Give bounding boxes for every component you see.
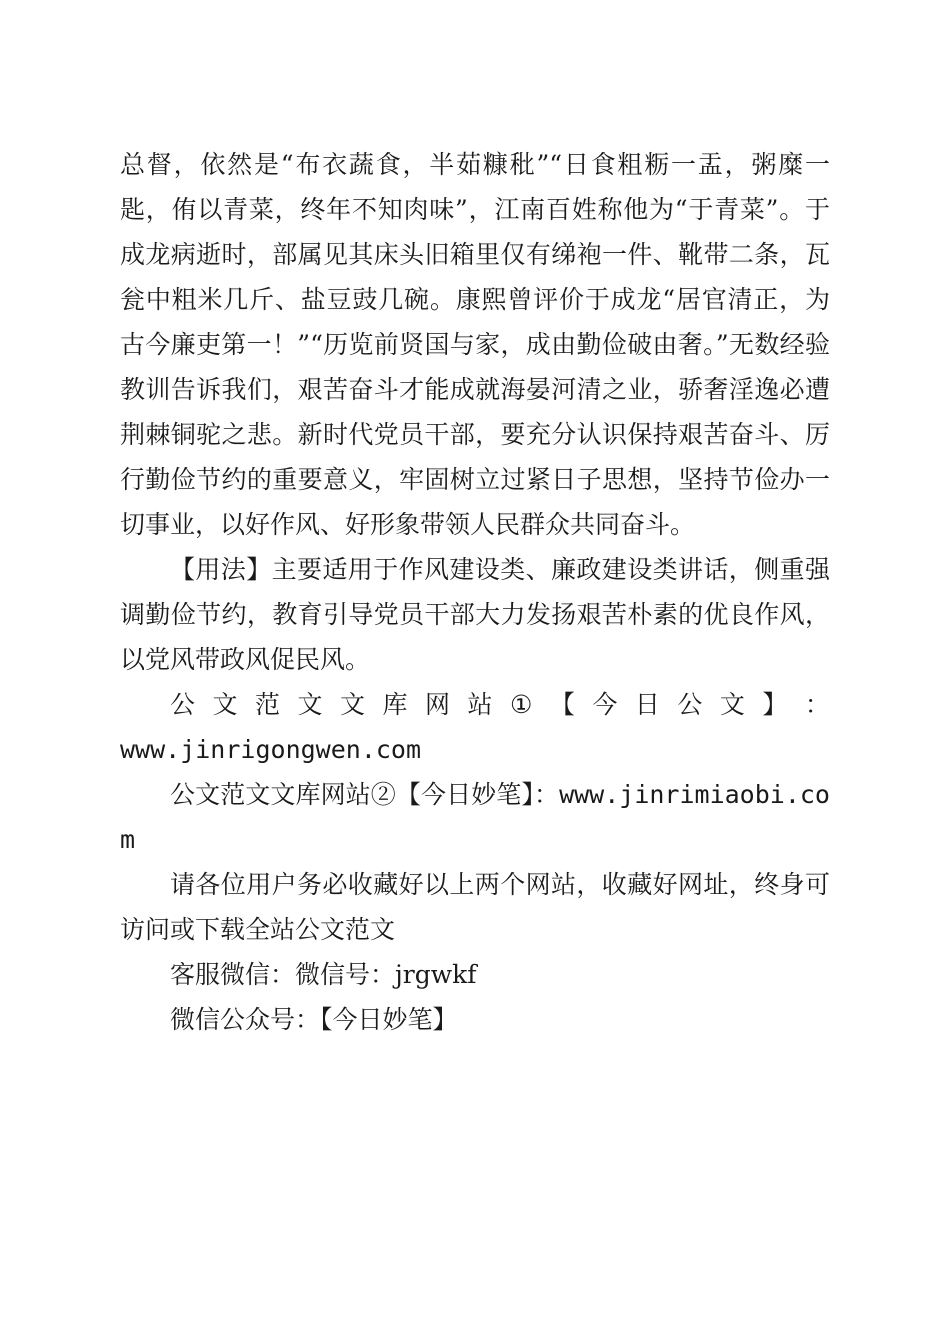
body-paragraph-usage: 【用法】主要适用于作风建设类、廉政建设类讲话，侧重强调勤俭节约，教育引导党员干部大力发扬艰苦朴素的优良作风，以党风带政风促民风。 <box>120 555 830 674</box>
site1-char: 文 <box>340 690 366 719</box>
site1-char: ： <box>804 690 830 719</box>
site1-char: 站 <box>467 690 493 719</box>
site1-char: 文 <box>212 690 238 719</box>
site2-label: 公文范文文库网站②【今日妙笔】： <box>170 780 560 809</box>
site1-char: 文 <box>297 690 323 719</box>
site1-char: 文 <box>719 690 745 719</box>
site1-char: 网 <box>425 690 451 719</box>
site1-char: 日 <box>634 690 660 719</box>
site2-url[interactable]: www.jinrimiaobi.com <box>120 780 830 854</box>
body-paragraph-1: 总督，依然是“布衣蔬食，半茹糠秕”“日食粗粝一盂，粥糜一匙，侑以青菜，终年不知肉味”，江南百姓称他为“于青菜”。于成龙病逝时，部属见其床头旧箱里仅有绨袍一件、靴带二条，瓦瓮中粗米几斤、盐豆豉几碗。康熙曾评价于成龙“居官清正，为古今廉吏第一！”“历览前贤国与家，成由勤俭破由奢。”无数经验教训告诉我们，艰苦奋斗才能成就海晏河清之业，骄奢淫逸必遭荆棘铜驼之悲。新时代党员干部，要充分认识保持艰苦奋斗、厉行勤俭节约的重要意义，牢固树立过紧日子思想，坚持节俭办一切事业，以好作风、好形象带领人民群众共同奋斗。 <box>120 150 830 539</box>
site1-char: 范 <box>255 690 281 719</box>
site1-char: 公 <box>677 690 703 719</box>
site1-char: 公 <box>170 690 196 719</box>
site1-url[interactable]: www.jinrigongwen.com <box>120 735 422 764</box>
wechat-official-account: 微信公众号：【今日妙笔】 <box>170 1005 458 1034</box>
wechat-service: 客服微信：微信号：jrgwkf <box>170 960 477 989</box>
site1-char: 今 <box>592 690 618 719</box>
site1-char: ① <box>510 690 533 719</box>
site1-char: 库 <box>382 690 408 719</box>
notice-paragraph: 请各位用户务必收藏好以上两个网站，收藏好网址，终身可访问或下载全站公文范文 <box>120 870 830 944</box>
site2-line <box>120 772 830 862</box>
site1-label <box>170 682 830 727</box>
site1-char: 【 <box>549 690 575 719</box>
site1-char: 】 <box>762 690 788 719</box>
document-page <box>120 142 830 1042</box>
